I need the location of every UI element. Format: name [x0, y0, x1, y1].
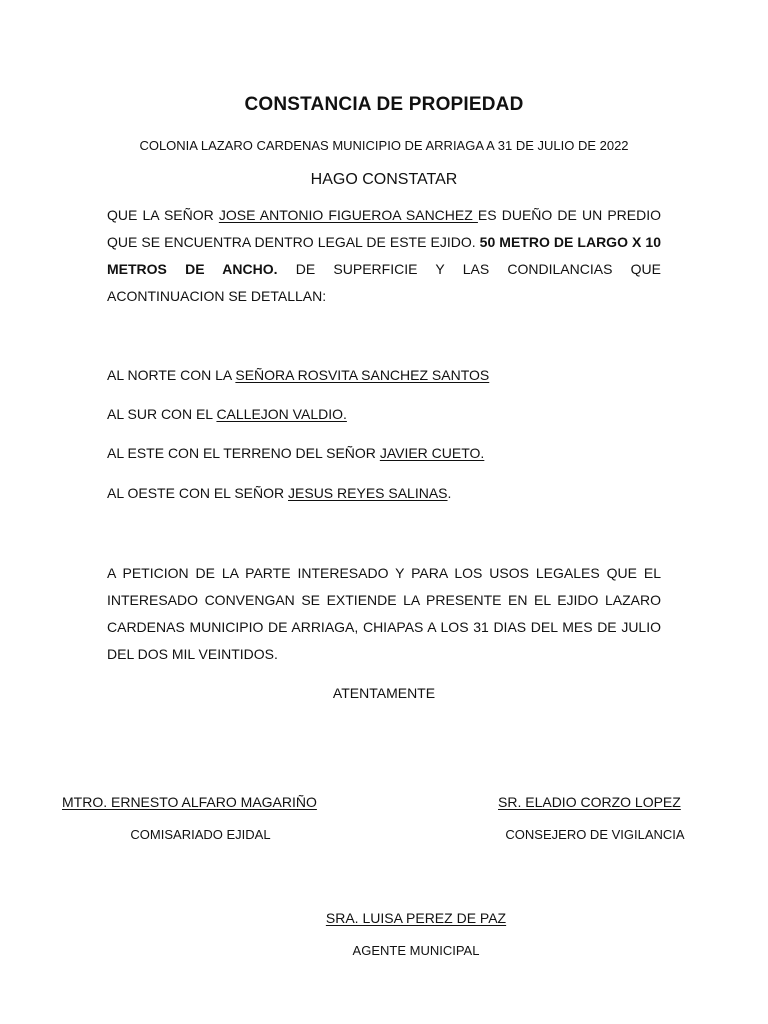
- boundary-east: [107, 445, 484, 461]
- section-heading: HAGO CONSTATAR: [310, 171, 458, 188]
- signature-name-agente: SRA. LUISA PEREZ DE PAZ: [325, 910, 507, 926]
- boundary-west-prefix: AL OESTE CON EL SEÑOR: [107, 485, 289, 501]
- intro-text-2: ES DUEÑO DE UN PREDIO QUE SE ENCUENTRA DENTRO LEGAL DE ESTE EJIDO.: [107, 207, 661, 250]
- signature-role-agente: AGENTE MUNICIPAL: [352, 943, 480, 958]
- lot-dimensions: 50 METRO DE LARGO X 10 METROS DE ANCHO.: [107, 234, 661, 277]
- signature-role-consejero: CONSEJERO DE VIGILANCIA: [505, 827, 685, 842]
- intro-text-3: DE SUPERFICIE Y LAS CONDILANCIAS QUE ACONTINUACION SE DETALLAN:: [107, 261, 661, 304]
- boundary-north-name: SEÑORA ROSVITA SANCHEZ SANTOS: [235, 367, 490, 383]
- signature-role-comisariado: COMISARIADO EJIDAL: [130, 827, 271, 842]
- signature-name-comisariado: MTRO. ERNESTO ALFARO MAGARIÑO: [62, 794, 317, 810]
- boundary-north: [107, 367, 489, 383]
- boundary-east-name: JAVIER CUETO.: [379, 445, 485, 461]
- owner-name: JOSE ANTONIO FIGUEROA SANCHEZ: [218, 207, 478, 223]
- boundary-west: [107, 485, 451, 501]
- boundary-east-prefix: AL ESTE CON EL TERRENO DEL SEÑOR: [107, 445, 380, 461]
- document-title: CONSTANCIA DE PROPIEDAD: [244, 94, 524, 115]
- boundary-south-prefix: AL SUR CON EL: [107, 406, 217, 422]
- closing-text: ATENTAMENTE: [332, 685, 436, 701]
- boundary-south: [107, 406, 347, 422]
- intro-text-1: QUE LA SEÑOR: [107, 207, 219, 223]
- boundary-west-name: JESUS REYES SALINAS: [288, 485, 448, 501]
- intro-paragraph: [107, 202, 661, 310]
- signature-name-consejero: SR. ELADIO CORZO LOPEZ: [498, 794, 681, 810]
- boundary-south-name: CALLEJON VALDIO.: [216, 406, 347, 422]
- petition-paragraph: A PETICION DE LA PARTE INTERESADO Y PARA LOS USOS LEGALES QUE EL INTERESADO CONVENGAN SE EXTIENDE LA PRESENTE EN EL EJIDO LAZARO CARDENAS MUNICIPIO DE ARRIAGA, CHIAPAS A LOS 31 DIAS DEL MES DE JULIO DEL DOS MIL VEINTIDOS.: [107, 565, 661, 662]
- boundary-north-prefix: AL NORTE CON LA: [107, 367, 236, 383]
- document-subtitle: COLONIA LAZARO CARDENAS MUNICIPIO DE ARRIAGA A 31 DE JULIO DE 2022: [139, 138, 629, 153]
- boundary-west-suffix: .: [447, 485, 452, 501]
